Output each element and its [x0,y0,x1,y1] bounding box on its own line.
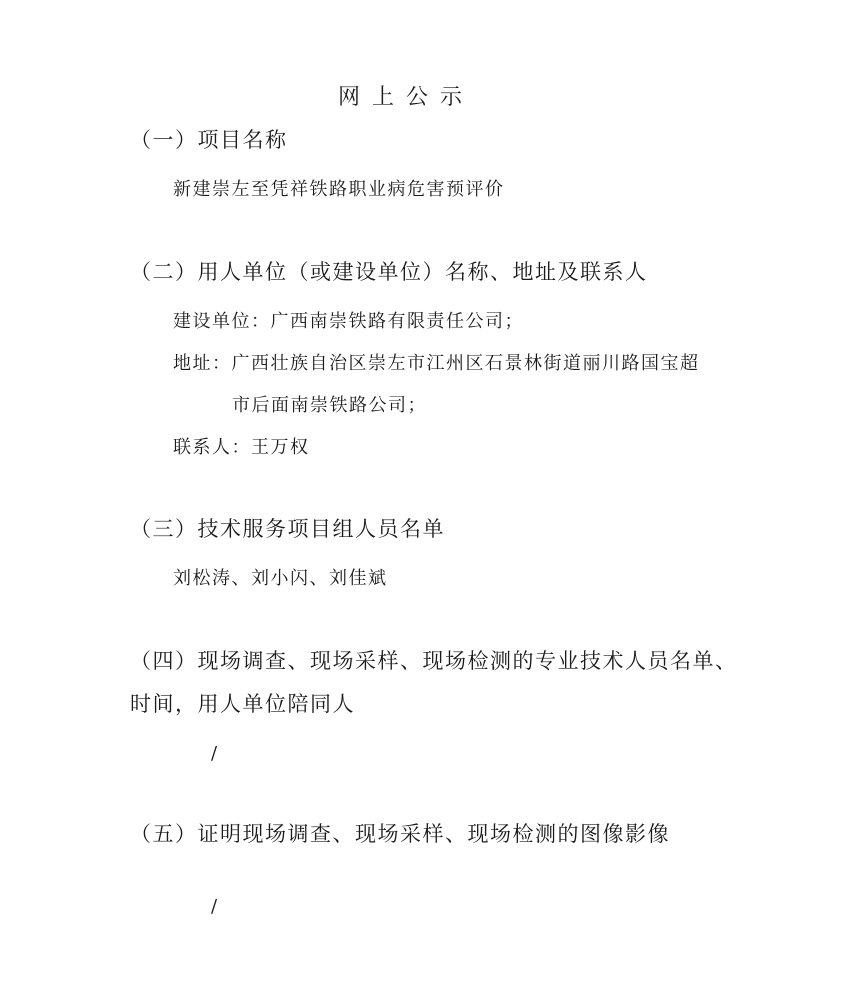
section-3-heading: （三）技术服务项目组人员名单 [130,517,445,541]
section-1-heading: （一）项目名称 [130,128,288,152]
section-2-heading: （二）用人单位（或建设单位）名称、地址及联系人 [130,260,648,284]
section-4-heading-line-1: （四）现场调查、现场采样、现场检测的专业技术人员名单、 [130,649,738,673]
construction-unit: 建设单位：广西南崇铁路有限责任公司； [173,311,524,332]
section-5-heading: （五）证明现场调查、现场采样、现场检测的图像影像 [130,822,670,846]
address-line-1: 地址：广西壮族自治区崇左市江州区石景林街道丽川路国宝超 [173,353,700,374]
section-4-heading-line-2: 时间，用人单位陪同人 [130,692,355,716]
contact-person: 联系人：王万权 [173,437,310,458]
section-5-content: / [211,896,219,917]
project-name: 新建崇左至凭祥铁路职业病危害预评价 [173,179,505,200]
team-members: 刘松涛、刘小闪、刘佳斌 [173,568,388,589]
address-line-2: 市后面南崇铁路公司； [232,395,427,416]
document-title: 网上公示 [337,85,474,110]
section-4-content: / [211,743,219,764]
